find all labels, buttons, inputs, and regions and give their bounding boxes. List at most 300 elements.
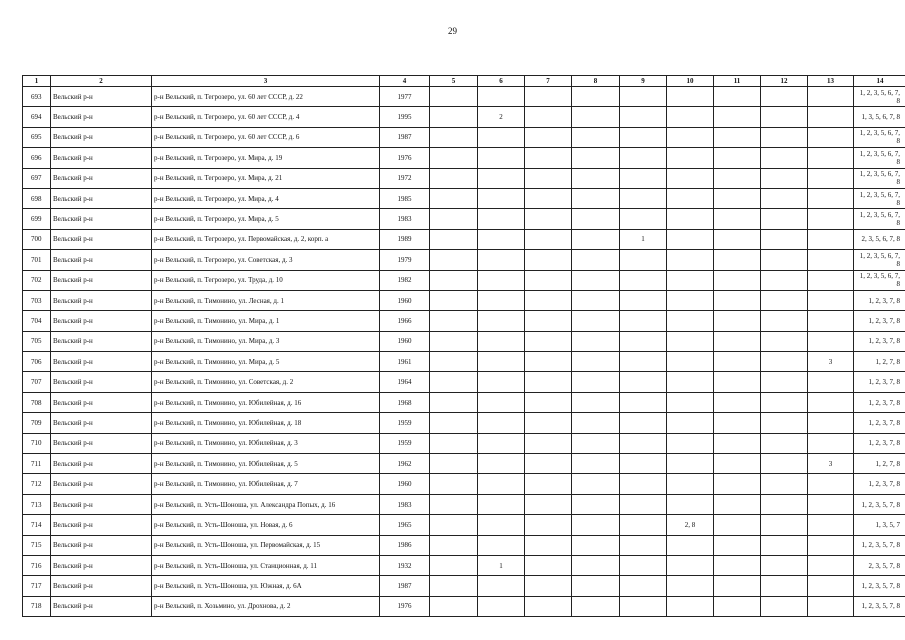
table-cell: р-н Вельский, п. Усть-Шоноша, ул. Первомайская, д. 15 <box>152 535 380 555</box>
table-cell: р-н Вельский, п. Тимонино, ул. Юбилейная, д. 16 <box>152 392 380 412</box>
table-cell <box>714 270 761 290</box>
table-cell: 1989 <box>380 229 430 249</box>
table-row <box>23 555 905 575</box>
table-cell <box>714 596 761 616</box>
header-row <box>23 76 905 87</box>
table-cell <box>572 413 620 433</box>
table-cell <box>808 474 854 494</box>
table-cell <box>667 107 714 127</box>
table-cell <box>430 535 478 555</box>
table-cell <box>667 392 714 412</box>
table-cell <box>714 515 761 535</box>
table-cell: 1, 2, 3, 5, 6, 7, 8 <box>854 127 905 147</box>
table-cell <box>667 209 714 229</box>
table-cell <box>714 372 761 392</box>
table-cell <box>572 555 620 575</box>
table-cell: 1995 <box>380 107 430 127</box>
table-cell <box>808 250 854 270</box>
table-cell: 1976 <box>380 148 430 168</box>
table-cell <box>620 107 667 127</box>
table-cell <box>808 576 854 596</box>
table-cell: Вельский р-н <box>51 352 152 372</box>
table-cell: 1960 <box>380 474 430 494</box>
table-row <box>23 87 905 107</box>
table-cell <box>761 250 808 270</box>
table-cell <box>572 596 620 616</box>
table-row <box>23 290 905 310</box>
table-cell <box>478 576 525 596</box>
table-cell <box>478 148 525 168</box>
table-cell <box>478 127 525 147</box>
table-cell: 1983 <box>380 209 430 229</box>
table-cell: р-н Вельский, п. Тегрозеро, ул. Мира, д. 19 <box>152 148 380 168</box>
table-cell: 1 <box>478 555 525 575</box>
table-cell <box>714 474 761 494</box>
table-cell <box>808 494 854 514</box>
table-cell <box>430 494 478 514</box>
column-header: 7 <box>525 76 572 87</box>
table-cell <box>761 107 808 127</box>
table-row <box>23 270 905 290</box>
column-header: 3 <box>152 76 380 87</box>
table-cell <box>430 107 478 127</box>
table-body <box>23 87 905 617</box>
table-cell <box>478 494 525 514</box>
table-cell <box>620 290 667 310</box>
table-cell <box>430 331 478 351</box>
table-row <box>23 454 905 474</box>
table-row <box>23 474 905 494</box>
table-cell <box>714 311 761 331</box>
table-cell <box>525 474 572 494</box>
table-cell: Вельский р-н <box>51 250 152 270</box>
table-cell <box>620 392 667 412</box>
table-cell <box>525 331 572 351</box>
table-cell <box>572 494 620 514</box>
table-cell: 1, 2, 3, 7, 8 <box>854 392 905 412</box>
table-cell <box>572 474 620 494</box>
table-cell: 1968 <box>380 392 430 412</box>
table-cell <box>572 148 620 168</box>
table-cell <box>714 494 761 514</box>
table-cell: 693 <box>23 87 51 107</box>
table-cell: 1, 3, 5, 7 <box>854 515 905 535</box>
table-cell: 1982 <box>380 270 430 290</box>
table-cell <box>667 535 714 555</box>
column-header: 1 <box>23 76 51 87</box>
table-cell <box>714 107 761 127</box>
table-cell: 1, 2, 3, 5, 7, 8 <box>854 535 905 555</box>
table-cell: 1, 2, 3, 5, 6, 7, 8 <box>854 148 905 168</box>
table-cell <box>808 188 854 208</box>
table-cell <box>761 576 808 596</box>
table-cell: 712 <box>23 474 51 494</box>
table-cell <box>620 188 667 208</box>
table-cell: р-н Вельский, п. Тегрозеро, ул. Советская, д. 3 <box>152 250 380 270</box>
table-cell: р-н Вельский, п. Тимонино, ул. Юбилейная, д. 5 <box>152 454 380 474</box>
table-cell <box>430 576 478 596</box>
table-cell <box>808 433 854 453</box>
table-cell <box>761 331 808 351</box>
table-cell <box>525 168 572 188</box>
column-header: 8 <box>572 76 620 87</box>
table-cell: р-н Вельский, п. Тимонино, ул. Мира, д. 3 <box>152 331 380 351</box>
table-cell: Вельский р-н <box>51 433 152 453</box>
table-cell: 1977 <box>380 87 430 107</box>
data-table <box>22 75 905 617</box>
table-cell: 2, 8 <box>667 515 714 535</box>
table-cell: 717 <box>23 576 51 596</box>
table-cell <box>761 311 808 331</box>
table-cell: Вельский р-н <box>51 290 152 310</box>
table-cell <box>808 555 854 575</box>
table-cell <box>525 392 572 412</box>
table-cell <box>667 596 714 616</box>
table-cell <box>667 413 714 433</box>
table-cell: 702 <box>23 270 51 290</box>
table-row <box>23 433 905 453</box>
table-cell <box>667 311 714 331</box>
table-cell: Вельский р-н <box>51 474 152 494</box>
table-cell <box>572 127 620 147</box>
table-cell <box>808 127 854 147</box>
table-cell <box>714 188 761 208</box>
table-cell: 1, 2, 3, 5, 7, 8 <box>854 596 905 616</box>
table-row <box>23 168 905 188</box>
table-cell <box>478 352 525 372</box>
table-cell <box>525 535 572 555</box>
page-number: 29 <box>448 26 457 36</box>
table-cell <box>714 87 761 107</box>
table-cell <box>478 290 525 310</box>
table-cell <box>667 576 714 596</box>
table-cell: р-н Вельский, п. Тимонино, ул. Юбилейная, д. 7 <box>152 474 380 494</box>
table-cell <box>714 352 761 372</box>
table-cell: Вельский р-н <box>51 209 152 229</box>
table-cell <box>667 494 714 514</box>
table-cell <box>667 454 714 474</box>
column-header: 2 <box>51 76 152 87</box>
table-cell <box>620 250 667 270</box>
table-cell: 1966 <box>380 311 430 331</box>
table-cell <box>525 250 572 270</box>
table-row <box>23 209 905 229</box>
table-cell <box>430 148 478 168</box>
table-cell <box>430 454 478 474</box>
table-cell <box>430 209 478 229</box>
table-cell <box>761 454 808 474</box>
table-cell <box>478 168 525 188</box>
table-cell <box>761 392 808 412</box>
table-cell <box>714 168 761 188</box>
table-cell <box>667 474 714 494</box>
table-cell: 1965 <box>380 515 430 535</box>
table-cell: р-н Вельский, п. Тимонино, ул. Мира, д. 5 <box>152 352 380 372</box>
table-cell <box>620 331 667 351</box>
table-cell <box>478 454 525 474</box>
column-header: 10 <box>667 76 714 87</box>
table-cell: р-н Вельский, п. Тегрозеро, ул. Мира, д. 5 <box>152 209 380 229</box>
table-cell: 1, 2, 3, 7, 8 <box>854 331 905 351</box>
table-cell: 703 <box>23 290 51 310</box>
table-cell: р-н Вельский, п. Усть-Шоноша, ул. Станционная, д. 11 <box>152 555 380 575</box>
table-cell: 1, 2, 3, 5, 6, 7, 8 <box>854 168 905 188</box>
table-cell <box>761 188 808 208</box>
table-cell: Вельский р-н <box>51 576 152 596</box>
table-cell <box>808 311 854 331</box>
table-cell: 1976 <box>380 596 430 616</box>
table-cell: 695 <box>23 127 51 147</box>
table-cell <box>572 168 620 188</box>
table-cell <box>620 494 667 514</box>
table-cell: 1, 2, 7, 8 <box>854 352 905 372</box>
table-cell: р-н Вельский, п. Тегрозеро, ул. 60 лет СССР, д. 22 <box>152 87 380 107</box>
table-row <box>23 127 905 147</box>
table-cell: Вельский р-н <box>51 270 152 290</box>
table-cell <box>620 433 667 453</box>
table-cell <box>620 576 667 596</box>
table-cell: 1, 2, 3, 7, 8 <box>854 474 905 494</box>
table-cell <box>478 229 525 249</box>
table-cell <box>761 474 808 494</box>
table-cell <box>525 270 572 290</box>
table-row <box>23 535 905 555</box>
table-cell <box>478 474 525 494</box>
table-cell <box>761 433 808 453</box>
table-cell: р-н Вельский, п. Тегрозеро, ул. 60 лет СССР, д. 6 <box>152 127 380 147</box>
table-cell: 1, 2, 3, 7, 8 <box>854 433 905 453</box>
table-cell <box>430 515 478 535</box>
table-cell <box>430 311 478 331</box>
table-cell <box>761 127 808 147</box>
table-cell: Вельский р-н <box>51 413 152 433</box>
table-cell <box>808 413 854 433</box>
table-cell: р-н Вельский, п. Усть-Шоноша, ул. Южная, д. 6А <box>152 576 380 596</box>
table-cell <box>430 433 478 453</box>
table-cell <box>620 87 667 107</box>
table-cell <box>620 596 667 616</box>
table-cell <box>572 270 620 290</box>
table-cell <box>478 270 525 290</box>
table-cell <box>667 352 714 372</box>
table-cell <box>525 87 572 107</box>
table-cell <box>525 127 572 147</box>
table-cell <box>714 250 761 270</box>
table-cell <box>430 555 478 575</box>
table-cell <box>525 596 572 616</box>
table-row <box>23 311 905 331</box>
column-header: 12 <box>761 76 808 87</box>
table-cell: Вельский р-н <box>51 229 152 249</box>
table-cell <box>478 250 525 270</box>
table-cell <box>761 535 808 555</box>
table-cell <box>572 515 620 535</box>
table-cell <box>478 413 525 433</box>
table-cell <box>430 229 478 249</box>
table-cell: Вельский р-н <box>51 515 152 535</box>
table-row <box>23 107 905 127</box>
table-cell: 710 <box>23 433 51 453</box>
table-cell <box>525 515 572 535</box>
table-cell <box>714 555 761 575</box>
table-cell <box>525 311 572 331</box>
table-cell <box>761 352 808 372</box>
table-cell: 1985 <box>380 188 430 208</box>
table-cell: р-н Вельский, п. Усть-Шоноша, ул. Александра Попых, д. 16 <box>152 494 380 514</box>
table-row <box>23 188 905 208</box>
table-cell: 1, 2, 3, 5, 6, 7, 8 <box>854 270 905 290</box>
column-header: 6 <box>478 76 525 87</box>
table-cell <box>478 331 525 351</box>
table-cell <box>525 290 572 310</box>
table-cell <box>478 311 525 331</box>
table-row <box>23 392 905 412</box>
table-cell <box>430 168 478 188</box>
table-cell: Вельский р-н <box>51 188 152 208</box>
table-cell: 714 <box>23 515 51 535</box>
table-cell <box>572 188 620 208</box>
table-cell <box>525 229 572 249</box>
table-cell <box>572 372 620 392</box>
table-row <box>23 229 905 249</box>
table-cell <box>808 535 854 555</box>
table-cell <box>572 229 620 249</box>
table-cell: 1, 2, 7, 8 <box>854 454 905 474</box>
table-cell: 704 <box>23 311 51 331</box>
table-cell <box>761 209 808 229</box>
table-cell <box>572 535 620 555</box>
table-cell: 1983 <box>380 494 430 514</box>
table-cell: Вельский р-н <box>51 331 152 351</box>
table-cell: 1, 2, 3, 5, 6, 7, 8 <box>854 250 905 270</box>
table-cell <box>761 168 808 188</box>
table-cell: р-н Вельский, п. Тегрозеро, ул. 60 лет СССР, д. 4 <box>152 107 380 127</box>
table-cell <box>620 311 667 331</box>
table-cell: р-н Вельский, п. Хозьмино, ул. Дрохнова, д. 2 <box>152 596 380 616</box>
table-row <box>23 250 905 270</box>
table-cell <box>478 87 525 107</box>
column-header: 9 <box>620 76 667 87</box>
table-cell <box>808 209 854 229</box>
table-cell <box>667 372 714 392</box>
table-cell: р-н Вельский, п. Тимонино, ул. Юбилейная, д. 18 <box>152 413 380 433</box>
table-cell <box>572 331 620 351</box>
table-cell <box>667 148 714 168</box>
table-cell <box>714 413 761 433</box>
table-cell <box>525 372 572 392</box>
table-cell: р-н Вельский, п. Тегрозеро, ул. Мира, д. 4 <box>152 188 380 208</box>
table-cell: 694 <box>23 107 51 127</box>
table-cell <box>525 555 572 575</box>
table-cell: 1, 2, 3, 5, 6, 7, 8 <box>854 87 905 107</box>
table-cell <box>667 433 714 453</box>
table-cell <box>572 209 620 229</box>
table-row <box>23 148 905 168</box>
column-header: 14 <box>854 76 905 87</box>
table-cell <box>714 576 761 596</box>
table-cell <box>808 107 854 127</box>
table-cell <box>761 372 808 392</box>
table-cell: 711 <box>23 454 51 474</box>
table-cell <box>572 311 620 331</box>
table-cell: 3 <box>808 352 854 372</box>
table-cell <box>620 148 667 168</box>
table-cell <box>430 87 478 107</box>
table-cell: 1, 2, 3, 5, 6, 7, 8 <box>854 209 905 229</box>
table-cell: 716 <box>23 555 51 575</box>
table-cell <box>667 127 714 147</box>
table-cell: Вельский р-н <box>51 127 152 147</box>
table-cell <box>808 331 854 351</box>
table-cell <box>525 454 572 474</box>
table-cell <box>714 535 761 555</box>
table-row <box>23 515 905 535</box>
table-cell <box>620 127 667 147</box>
table-row <box>23 352 905 372</box>
table-cell: 715 <box>23 535 51 555</box>
table-cell <box>761 229 808 249</box>
table-cell: 707 <box>23 372 51 392</box>
table-row <box>23 372 905 392</box>
table-cell <box>430 250 478 270</box>
table-cell: р-н Вельский, п. Тимонино, ул. Лесная, д. 1 <box>152 290 380 310</box>
table-cell: Вельский р-н <box>51 168 152 188</box>
table-cell <box>714 392 761 412</box>
table-cell <box>667 188 714 208</box>
table-cell <box>572 352 620 372</box>
table-cell: 1960 <box>380 331 430 351</box>
table-cell: 1 <box>620 229 667 249</box>
table-cell <box>430 474 478 494</box>
table-cell <box>761 270 808 290</box>
table-cell <box>667 555 714 575</box>
table-cell <box>808 290 854 310</box>
table-cell <box>761 87 808 107</box>
table-cell: 1, 2, 3, 5, 7, 8 <box>854 494 905 514</box>
table-cell <box>667 270 714 290</box>
table-cell <box>478 209 525 229</box>
table-cell: 700 <box>23 229 51 249</box>
table-cell <box>620 454 667 474</box>
table-cell <box>430 392 478 412</box>
table-cell <box>620 168 667 188</box>
table-cell <box>808 168 854 188</box>
table-cell <box>572 433 620 453</box>
table-cell <box>430 188 478 208</box>
table-cell <box>620 474 667 494</box>
table-cell: 1, 2, 3, 7, 8 <box>854 372 905 392</box>
table-cell <box>761 413 808 433</box>
table-cell <box>525 433 572 453</box>
table-cell: р-н Вельский, п. Тимонино, ул. Мира, д. 1 <box>152 311 380 331</box>
table-cell: 1, 2, 3, 7, 8 <box>854 311 905 331</box>
table-cell: 708 <box>23 392 51 412</box>
table-cell: Вельский р-н <box>51 148 152 168</box>
table-cell <box>478 535 525 555</box>
table-cell: 1961 <box>380 352 430 372</box>
table-cell <box>808 515 854 535</box>
table-cell: 2, 3, 5, 7, 8 <box>854 555 905 575</box>
table-cell <box>478 596 525 616</box>
table-cell: 701 <box>23 250 51 270</box>
table-cell: 1, 2, 3, 5, 6, 7, 8 <box>854 188 905 208</box>
table-cell <box>620 372 667 392</box>
table-cell <box>620 209 667 229</box>
table-cell: Вельский р-н <box>51 535 152 555</box>
table-cell: 699 <box>23 209 51 229</box>
table-cell <box>572 87 620 107</box>
table-cell: 1962 <box>380 454 430 474</box>
